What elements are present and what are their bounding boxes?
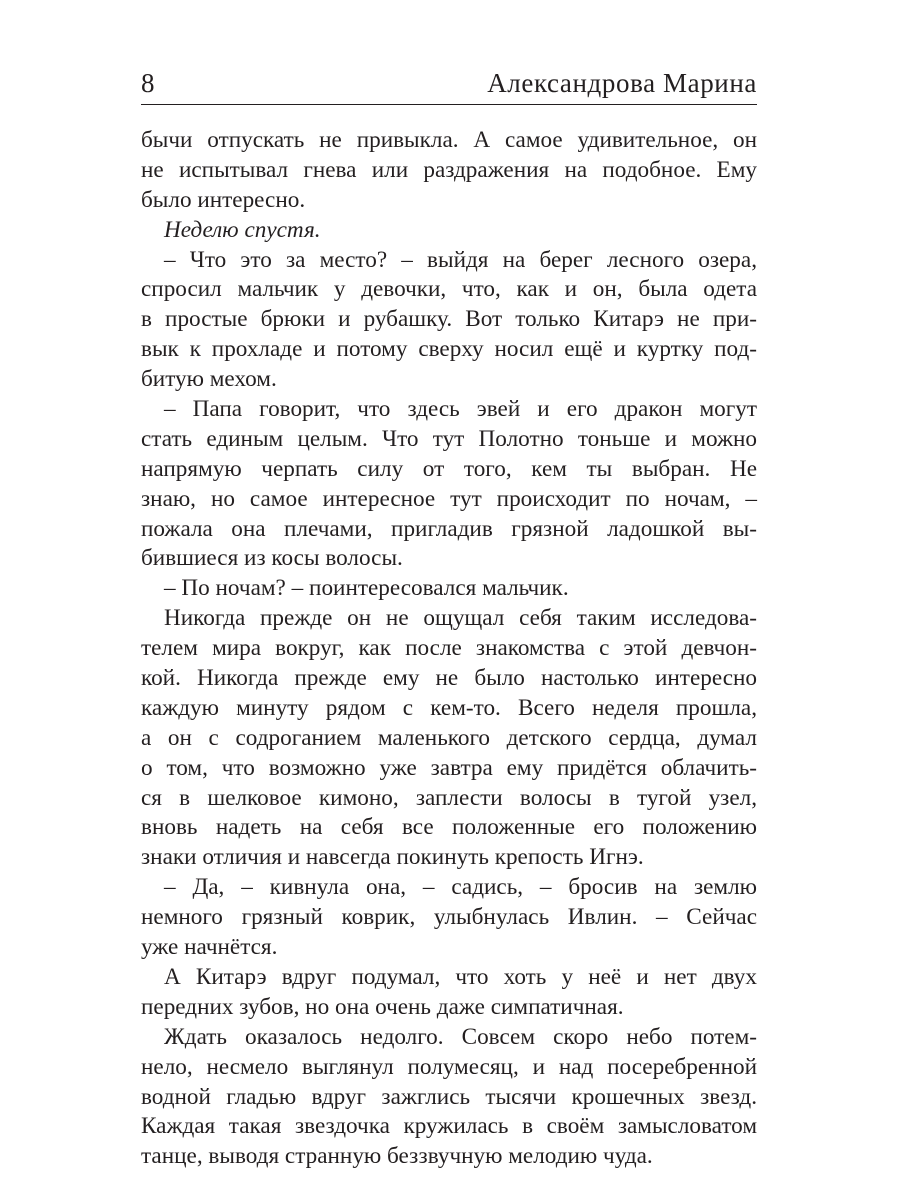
text-line: – Да, – кивнула она, – садись, – бросив на землю: [164, 874, 757, 901]
text-line: А Китарэ вдруг подумал, что хоть у неё и нет двух: [164, 963, 757, 990]
header-rule: [141, 104, 757, 105]
text-line: напрямую черпать силу от того, кем ты выбран. Не: [141, 455, 757, 482]
text-line: Каждая такая звездочка кружилась в своём замысловатом: [141, 1113, 757, 1140]
running-title: Александрова Марина: [487, 68, 757, 98]
text-line: знаю, но самое интересное тут происходит по ночам, –: [141, 485, 757, 512]
text-line: в простые брюки и рубашку. Вот только Китарэ не при-: [141, 306, 757, 333]
text-line: о том, что возможно уже завтра ему придётся облачить-: [141, 754, 757, 781]
text-line: Никогда прежде он не ощущал себя таким исследова-: [164, 605, 757, 632]
text-line: нело, несмело выглянул полумесяц, и над посеребренной: [141, 1053, 757, 1080]
text-line: было интересно.: [141, 186, 306, 213]
page-header: [141, 64, 757, 104]
page-number: 8: [141, 68, 155, 98]
text-line: вновь надеть на себя все положенные его положению: [141, 814, 757, 841]
text-line: а он с содроганием маленького детского сердца, думал: [141, 724, 757, 751]
text-line: бычи отпускать не привыкла. А самое удивительное, он: [141, 127, 757, 153]
text-line: стать единым целым. Что тут Полотно тоньше и можно: [141, 425, 757, 452]
text-line: немного грязный коврик, улыбнулась Ивлин. – Сейчас: [141, 904, 757, 931]
text-line: не испытывал гнева или раздражения на подобное. Ему: [141, 156, 757, 183]
text-line: телем мира вокруг, как после знакомства с этой девчон-: [141, 635, 757, 662]
text-line: спросил мальчик у девочки, что, как и он, была одета: [141, 276, 757, 303]
body-text: [141, 126, 757, 1172]
text-line: танце, выводя странную беззвучную мелодию чуда.: [141, 1143, 653, 1170]
text-line: – Что это за место? – выйдя на берег лесного озера,: [164, 246, 757, 273]
scene-break-line: Неделю спустя.: [164, 216, 321, 243]
text-line: передних зубов, но она очень даже симпатичная.: [141, 993, 624, 1020]
text-line: водной гладью вдруг зажглись тысячи крошечных звезд.: [141, 1083, 757, 1110]
text-line: бившиеся из косы волосы.: [141, 545, 403, 572]
text-line: кой. Никогда прежде ему не было настолько интересно: [141, 665, 757, 692]
text-line: пожала она плечами, пригладив грязной ладошкой вы-: [141, 515, 757, 542]
text-line: каждую минуту рядом с кем-то. Всего неделя прошла,: [141, 694, 757, 721]
text-line: знаки отличия и навсегда покинуть крепость Игнэ.: [141, 844, 644, 871]
text-line: вык к прохладе и потому сверху носил ещё и куртку под-: [141, 336, 757, 363]
text-line: Ждать оказалось недолго. Совсем скоро небо потем-: [164, 1023, 757, 1050]
text-line: ся в шелковое кимоно, заплести волосы в тугой узел,: [141, 784, 757, 811]
text-line: – По ночам? – поинтересовался мальчик.: [164, 575, 569, 602]
text-line: битую мехом.: [141, 366, 277, 393]
text-line: уже начнётся.: [141, 934, 278, 961]
text-line: – Папа говорит, что здесь эвей и его дракон могут: [164, 396, 757, 423]
